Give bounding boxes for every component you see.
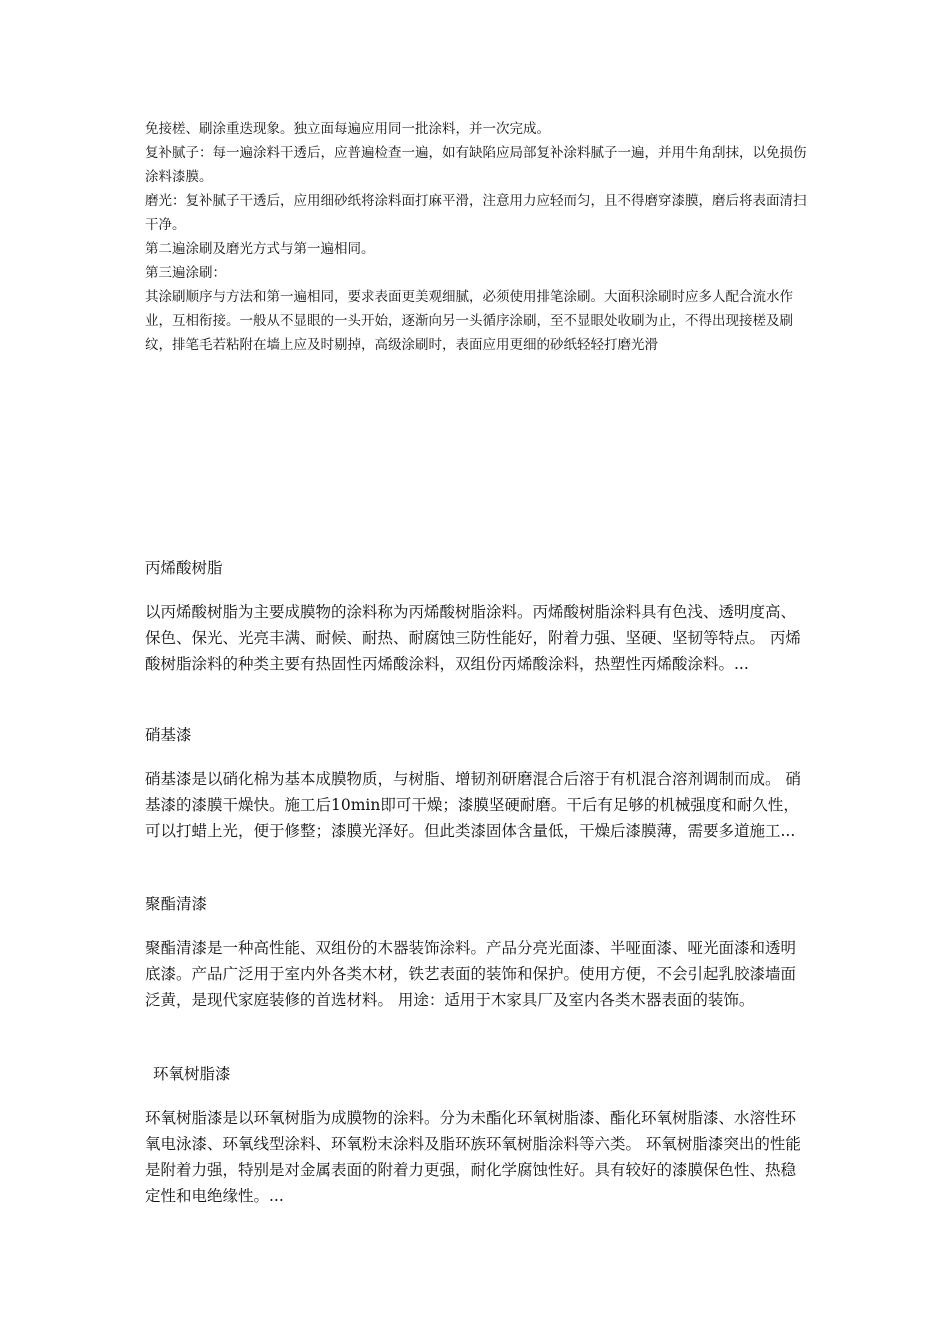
painting-procedure-section — [145, 117, 810, 357]
paragraph-sanding: 磨光：复补腻子干透后，应用细砂纸将涂料面打麻平滑，注意用力应轻而匀，且不得磨穿漆膜，磨后将表面清扫干净。 — [145, 193, 807, 233]
article-body: 环氧树脂漆是以环氧树脂为成膜物的涂料。分为未酯化环氧树脂漆、酯化环氧树脂漆、水溶性环氧电泳漆、环氧线型涂料、环氧粉末涂料及脂环族环氧树脂涂料等六类。 环氧树脂漆突出的性能是附着力强，特别是对金属表面的附着力更强，耐化学腐蚀性好。具有较好的漆膜保色性、热稳定性和电绝缘性。... — [145, 1109, 801, 1205]
article-body: 以丙烯酸树脂为主要成膜物的涂料称为丙烯酸树脂涂料。丙烯酸树脂涂料具有色浅、透明度高、保色、保光、光亮丰满、耐候、耐热、耐腐蚀三防性能好，附着力强、坚硬、坚韧等特点。 丙烯酸树脂涂料的种类主要有热固性丙烯酸涂料，双组份丙烯酸涂料，热塑性丙烯酸涂料。... — [145, 603, 801, 673]
article-polyester-varnish — [145, 892, 810, 1013]
paragraph-third-coat-heading: 第三遍涂刷： — [145, 265, 226, 281]
article-title: 丙烯酸树脂 — [145, 559, 223, 577]
article-body: 聚酯清漆是一种高性能、双组份的木器装饰涂料。产品分亮光面漆、半哑面漆、哑光面漆和透明底漆。产品广泛用于室内外各类木材，铁艺表面的装饰和保护。使用方便，不会引起乳胶漆墙面泛黄，是现代家庭装修的首选材料。 用途：适用于木家具厂及室内各类木器表面的装饰。 — [145, 939, 797, 1009]
article-body: 硝基漆是以硝化棉为基本成膜物质，与树脂、增韧剂研磨混合后溶于有机混合溶剂调制而成。 硝基漆的漆膜干燥快。施工后10min即可干燥；漆膜坚硬耐磨。干后有足够的机械强度和耐久性，可以打蜡上光，便于修整；漆膜光泽好。但此类漆固体含量低，干燥后漆膜薄，需要多道施工... — [145, 770, 801, 840]
paragraph-second-coat: 第二遍涂刷及磨光方式与第一遍相同。 — [145, 241, 375, 257]
paragraph-putty-repair: 复补腻子：每一遍涂料干透后，应普遍检查一遍，如有缺陷应局部复补涂料腻子一遍，并用牛角刮抹，以免损伤涂料漆膜。 — [145, 145, 807, 185]
article-title: 环氧树脂漆 — [153, 1065, 231, 1083]
article-acrylic-resin — [145, 556, 810, 677]
article-title: 硝基漆 — [145, 726, 192, 744]
article-nitro-lacquer — [145, 723, 810, 844]
article-epoxy-resin-paint — [145, 1062, 810, 1209]
paragraph-third-coat-details: 其涂刷顺序与方法和第一遍相同，要求表面更美观细腻，必须使用排笔涂刷。大面积涂刷时应多人配合流水作业，互相衔接。一般从不显眼的一头开始，逐渐向另一头循序涂刷，至不显眼处收刷为止，不得出现接槎及刷纹，排笔毛若粘附在墙上应及时剔掉，高级涂刷时，表面应用更细的砂纸轻轻打磨光滑 — [145, 289, 793, 353]
paragraph-continuation: 免接槎、刷涂重迭现象。独立面每遍应用同一批涂料，并一次完成。 — [145, 121, 550, 137]
article-title: 聚酯清漆 — [145, 895, 208, 913]
